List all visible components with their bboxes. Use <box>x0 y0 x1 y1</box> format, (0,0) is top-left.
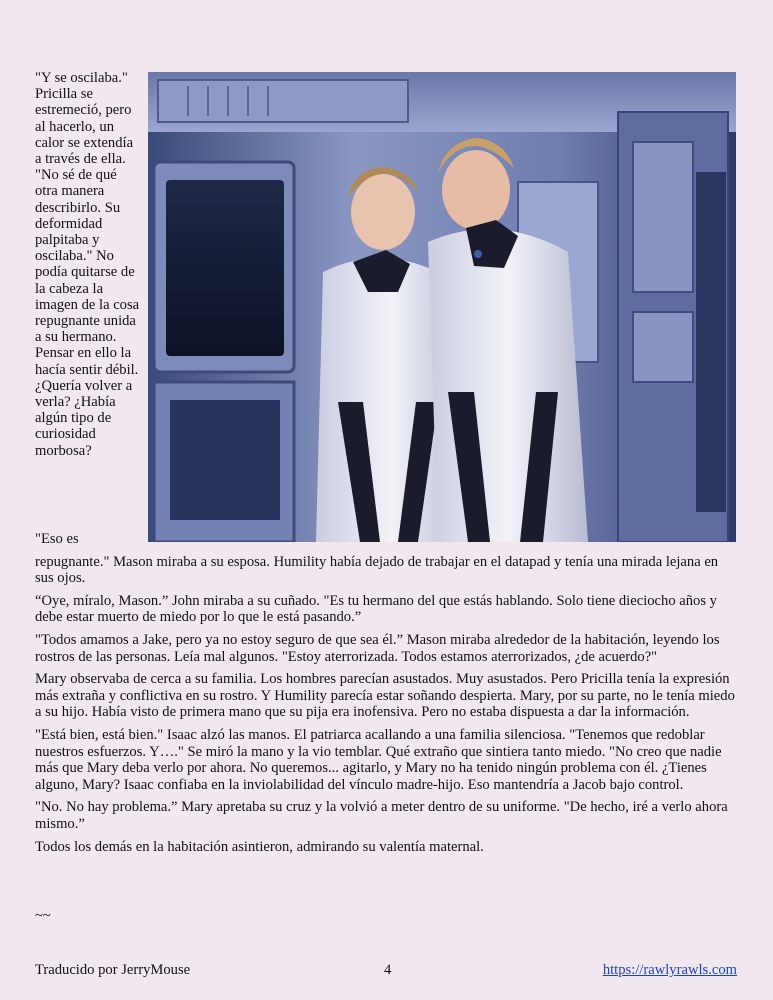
spaceship-corridor-illustration <box>148 72 736 542</box>
paragraph: "No. No hay problema.” Mary apretaba su cruz y la volvió a meter dentro de su uniforme. "De hecho, iré a verlo ahora mismo.” <box>35 799 728 832</box>
paragraph: "Está bien, está bien." Isaac alzó las manos. El patriarca acallando a una familia silenciosa. "Tenemos que redoblar nuestros esfuerzos. Y…." Se miró la mano y la vio temblar. Qué extraño que sintiera tanto miedo. "No creo que nadie más que Mary deba verlo por ahora. No queremos... agitarlo, y Mary no ha tenido ningún problema con él. ¿Tienes alguno, Mary? Isaac confiaba en la inviolabilidad del vínculo madre-hijo. Eso mantendría a Jacob bajo control. <box>35 726 722 793</box>
footer-translator-credit: Traducido por JerryMouse <box>35 962 191 978</box>
paragraph: "Todos amamos a Jake, pero ya no estoy seguro de que sea él.” Mason miraba alrededor de la habitación, leyendo los rostros de las personas. Leía mal algunos. "Estoy aterrorizada. Todos estamos aterrorizados, ¿de acuerdo?" <box>35 631 720 665</box>
footer-website-link[interactable]: https://rawlyrawls.com <box>602 962 737 978</box>
paragraph: Todos los demás en la habitación asintieron, admirando su valentía maternal. <box>35 838 484 855</box>
paragraph: “Oye, míralo, Mason.” John miraba a su cuñado. "Es tu hermano del que estás hablando. Solo tiene dieciocho años y debe estar muerto de miedo por lo que le está pasando.” <box>35 592 717 626</box>
page-number: 4 <box>384 962 392 978</box>
illustration <box>148 72 736 542</box>
left-column-text: "Y se oscilaba." Pricilla se estremeció, pero al hacerlo, un calor se extendía a través de ella. "No sé de qué otra manera describirlo. Su deformidad palpitaba y oscilaba." No podía quitarse de la cabeza la imagen de la cosa repugnante unida a su hermano. Pensar en ello la hacía sentir débil. ¿Quería volver a verla? ¿Había algún tipo de curiosidad morbosa? <box>35 70 140 459</box>
paragraph: Mary observaba de cerca a su familia. Los hombres parecían asustados. Muy asustados. Pero Pricilla tenía la expresión más extraña y conflictiva en su rostro. Y Humility parecía estar soñando despierta. Mary, por su parte, no le tenía miedo a su hijo. Había visto de primera mano que su pija era inofensiva. Pero no estaba dispuesta a dar la información. <box>35 671 735 721</box>
paragraph: repugnante." Mason miraba a su esposa. Humility había dejado de trabajar en el datapad y tenía una mirada lejana en sus ojos. <box>35 553 719 587</box>
continuation-start: "Eso es <box>35 531 79 547</box>
section-separator: ~~ <box>35 908 51 924</box>
body-text <box>35 531 740 861</box>
